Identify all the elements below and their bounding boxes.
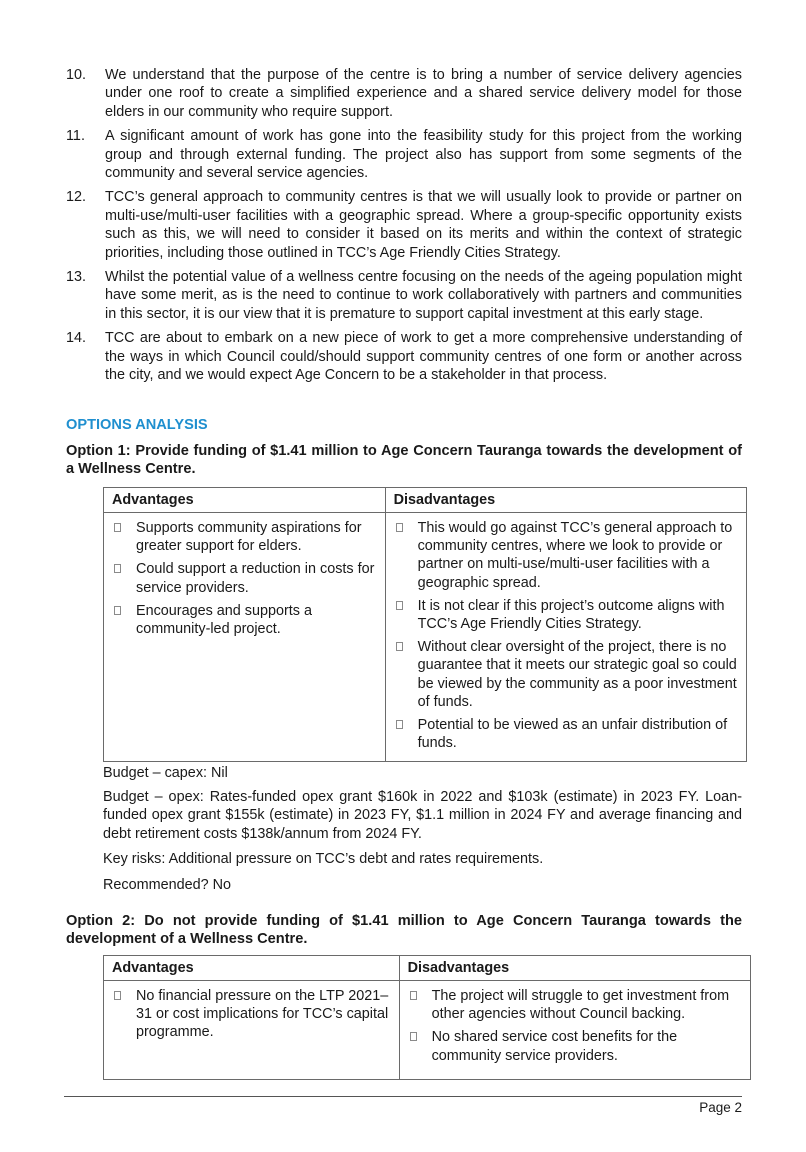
- option2-title: Option 2: Do not provide funding of $1.41 million to Age Concern Tauranga towards the development of a Wellness Centre.: [66, 913, 742, 948]
- option1-table: [103, 487, 747, 762]
- paragraph-10: [0, 66, 806, 121]
- checkbox-bullet-icon: [114, 523, 121, 532]
- table-row: [104, 981, 751, 1080]
- checkbox-bullet-icon: [114, 606, 121, 615]
- checkbox-bullet-icon: [410, 1032, 417, 1041]
- paragraph-12: [0, 188, 806, 262]
- advantages-header: Advantages: [104, 488, 386, 513]
- paragraph-14: [0, 329, 806, 384]
- paragraph-text: TCC’s general approach to community centres is that we will usually look to provide or partner on multi-use/multi-user facilities with a geographic spread. Where a group-specific opportunity exists such as this, we will need to consider it based on its merits and within the context of strategic priorities, including those outlined in TCC’s Age Friendly Cities Strategy.: [105, 189, 742, 261]
- paragraph-number: 10.: [66, 67, 87, 83]
- list-item: Encourages and supports a community-led project.: [112, 602, 377, 638]
- checkbox-bullet-icon: [396, 720, 403, 729]
- budget-capex: Budget – capex: Nil: [103, 765, 228, 781]
- disadvantages-list: [394, 519, 738, 752]
- list-item: Potential to be viewed as an unfair distribution of funds.: [394, 716, 738, 752]
- paragraph-number: 13.: [66, 269, 87, 286]
- table-header-row: [104, 488, 747, 513]
- paragraph-13: [0, 268, 806, 323]
- disadvantages-cell: [399, 981, 750, 1080]
- paragraph-text: A significant amount of work has gone into the feasibility study for this project from the working group and through external funding. The project also has support from some segments of the community and several service agencies.: [105, 128, 742, 182]
- list-item: No financial pressure on the LTP 2021–31 or cost implications for TCC’s capital programme.: [112, 987, 391, 1042]
- table-header-row: [104, 956, 751, 981]
- key-risks: Key risks: Additional pressure on TCC’s debt and rates requirements.: [103, 851, 544, 867]
- numbered-paragraphs: [0, 66, 806, 391]
- budget-opex: Budget – opex: Rates-funded opex grant $160k in 2022 and $103k (estimate) in 2023 FY. Loan-funded opex grant $155k (estimate) in 2023 FY, $1.1 million in 2024 FY and average financing and debt retirement costs $138k/annum from 2024 FY.: [103, 789, 742, 842]
- advantages-list: [112, 987, 391, 1042]
- paragraph-text: Whilst the potential value of a wellness centre focusing on the needs of the ageing population might have some merit, as is the need to continue to work collaboratively with partners and communities in this sector, it is our view that it is premature to support capital investment at this early stage.: [105, 269, 742, 322]
- advantages-header: Advantages: [104, 956, 400, 981]
- disadvantages-cell: [385, 513, 746, 762]
- list-item: Could support a reduction in costs for service providers.: [112, 560, 377, 596]
- advantages-list: [112, 519, 377, 638]
- page-number: Page 2: [699, 1100, 742, 1115]
- recommended: Recommended? No: [103, 877, 231, 893]
- checkbox-bullet-icon: [396, 601, 403, 610]
- list-item: This would go against TCC’s general approach to community centres, where we look to provide or partner on multi-use/multi-user facilities with a geographic spread.: [394, 519, 738, 592]
- options-analysis-heading: OPTIONS ANALYSIS: [66, 417, 208, 433]
- checkbox-bullet-icon: [114, 991, 121, 1000]
- disadvantages-header: Disadvantages: [385, 488, 746, 513]
- list-item: Without clear oversight of the project, there is no guarantee that it meets our strategic goal so could be viewed by the community as a poor investment of funds.: [394, 638, 738, 711]
- checkbox-bullet-icon: [114, 564, 121, 573]
- paragraph-number: 11.: [66, 128, 85, 145]
- paragraph-number: 14.: [66, 330, 87, 347]
- advantages-cell: [104, 981, 400, 1080]
- list-item: It is not clear if this project’s outcome aligns with TCC’s Age Friendly Cities Strategy.: [394, 597, 738, 633]
- advantages-cell: [104, 513, 386, 762]
- disadvantages-header: Disadvantages: [399, 956, 750, 981]
- footer-divider: [64, 1096, 742, 1097]
- checkbox-bullet-icon: [410, 991, 417, 1000]
- list-item: The project will struggle to get investment from other agencies without Council backing.: [408, 987, 742, 1023]
- table-row: [104, 513, 747, 762]
- disadvantages-list: [408, 987, 742, 1065]
- paragraph-text: TCC are about to embark on a new piece of work to get a more comprehensive understanding of the ways in which Council could/should support community centres of one form or another across the city, and we would expect Age Concern to be a stakeholder in that process.: [105, 330, 742, 384]
- paragraph-number: 12.: [66, 189, 87, 206]
- list-item: Supports community aspirations for greater support for elders.: [112, 519, 377, 555]
- option1-title: Option 1: Provide funding of $1.41 million to Age Concern Tauranga towards the development of a Wellness Centre.: [66, 443, 742, 478]
- checkbox-bullet-icon: [396, 642, 403, 651]
- paragraph-text: We understand that the purpose of the centre is to bring a number of service delivery agencies under one roof to create a simplified experience and a shared service delivery model for those elders in our community who require support.: [105, 67, 742, 120]
- option2-table: [103, 955, 751, 1080]
- paragraph-11: [0, 127, 806, 182]
- checkbox-bullet-icon: [396, 523, 403, 532]
- list-item: No shared service cost benefits for the community service providers.: [408, 1028, 742, 1064]
